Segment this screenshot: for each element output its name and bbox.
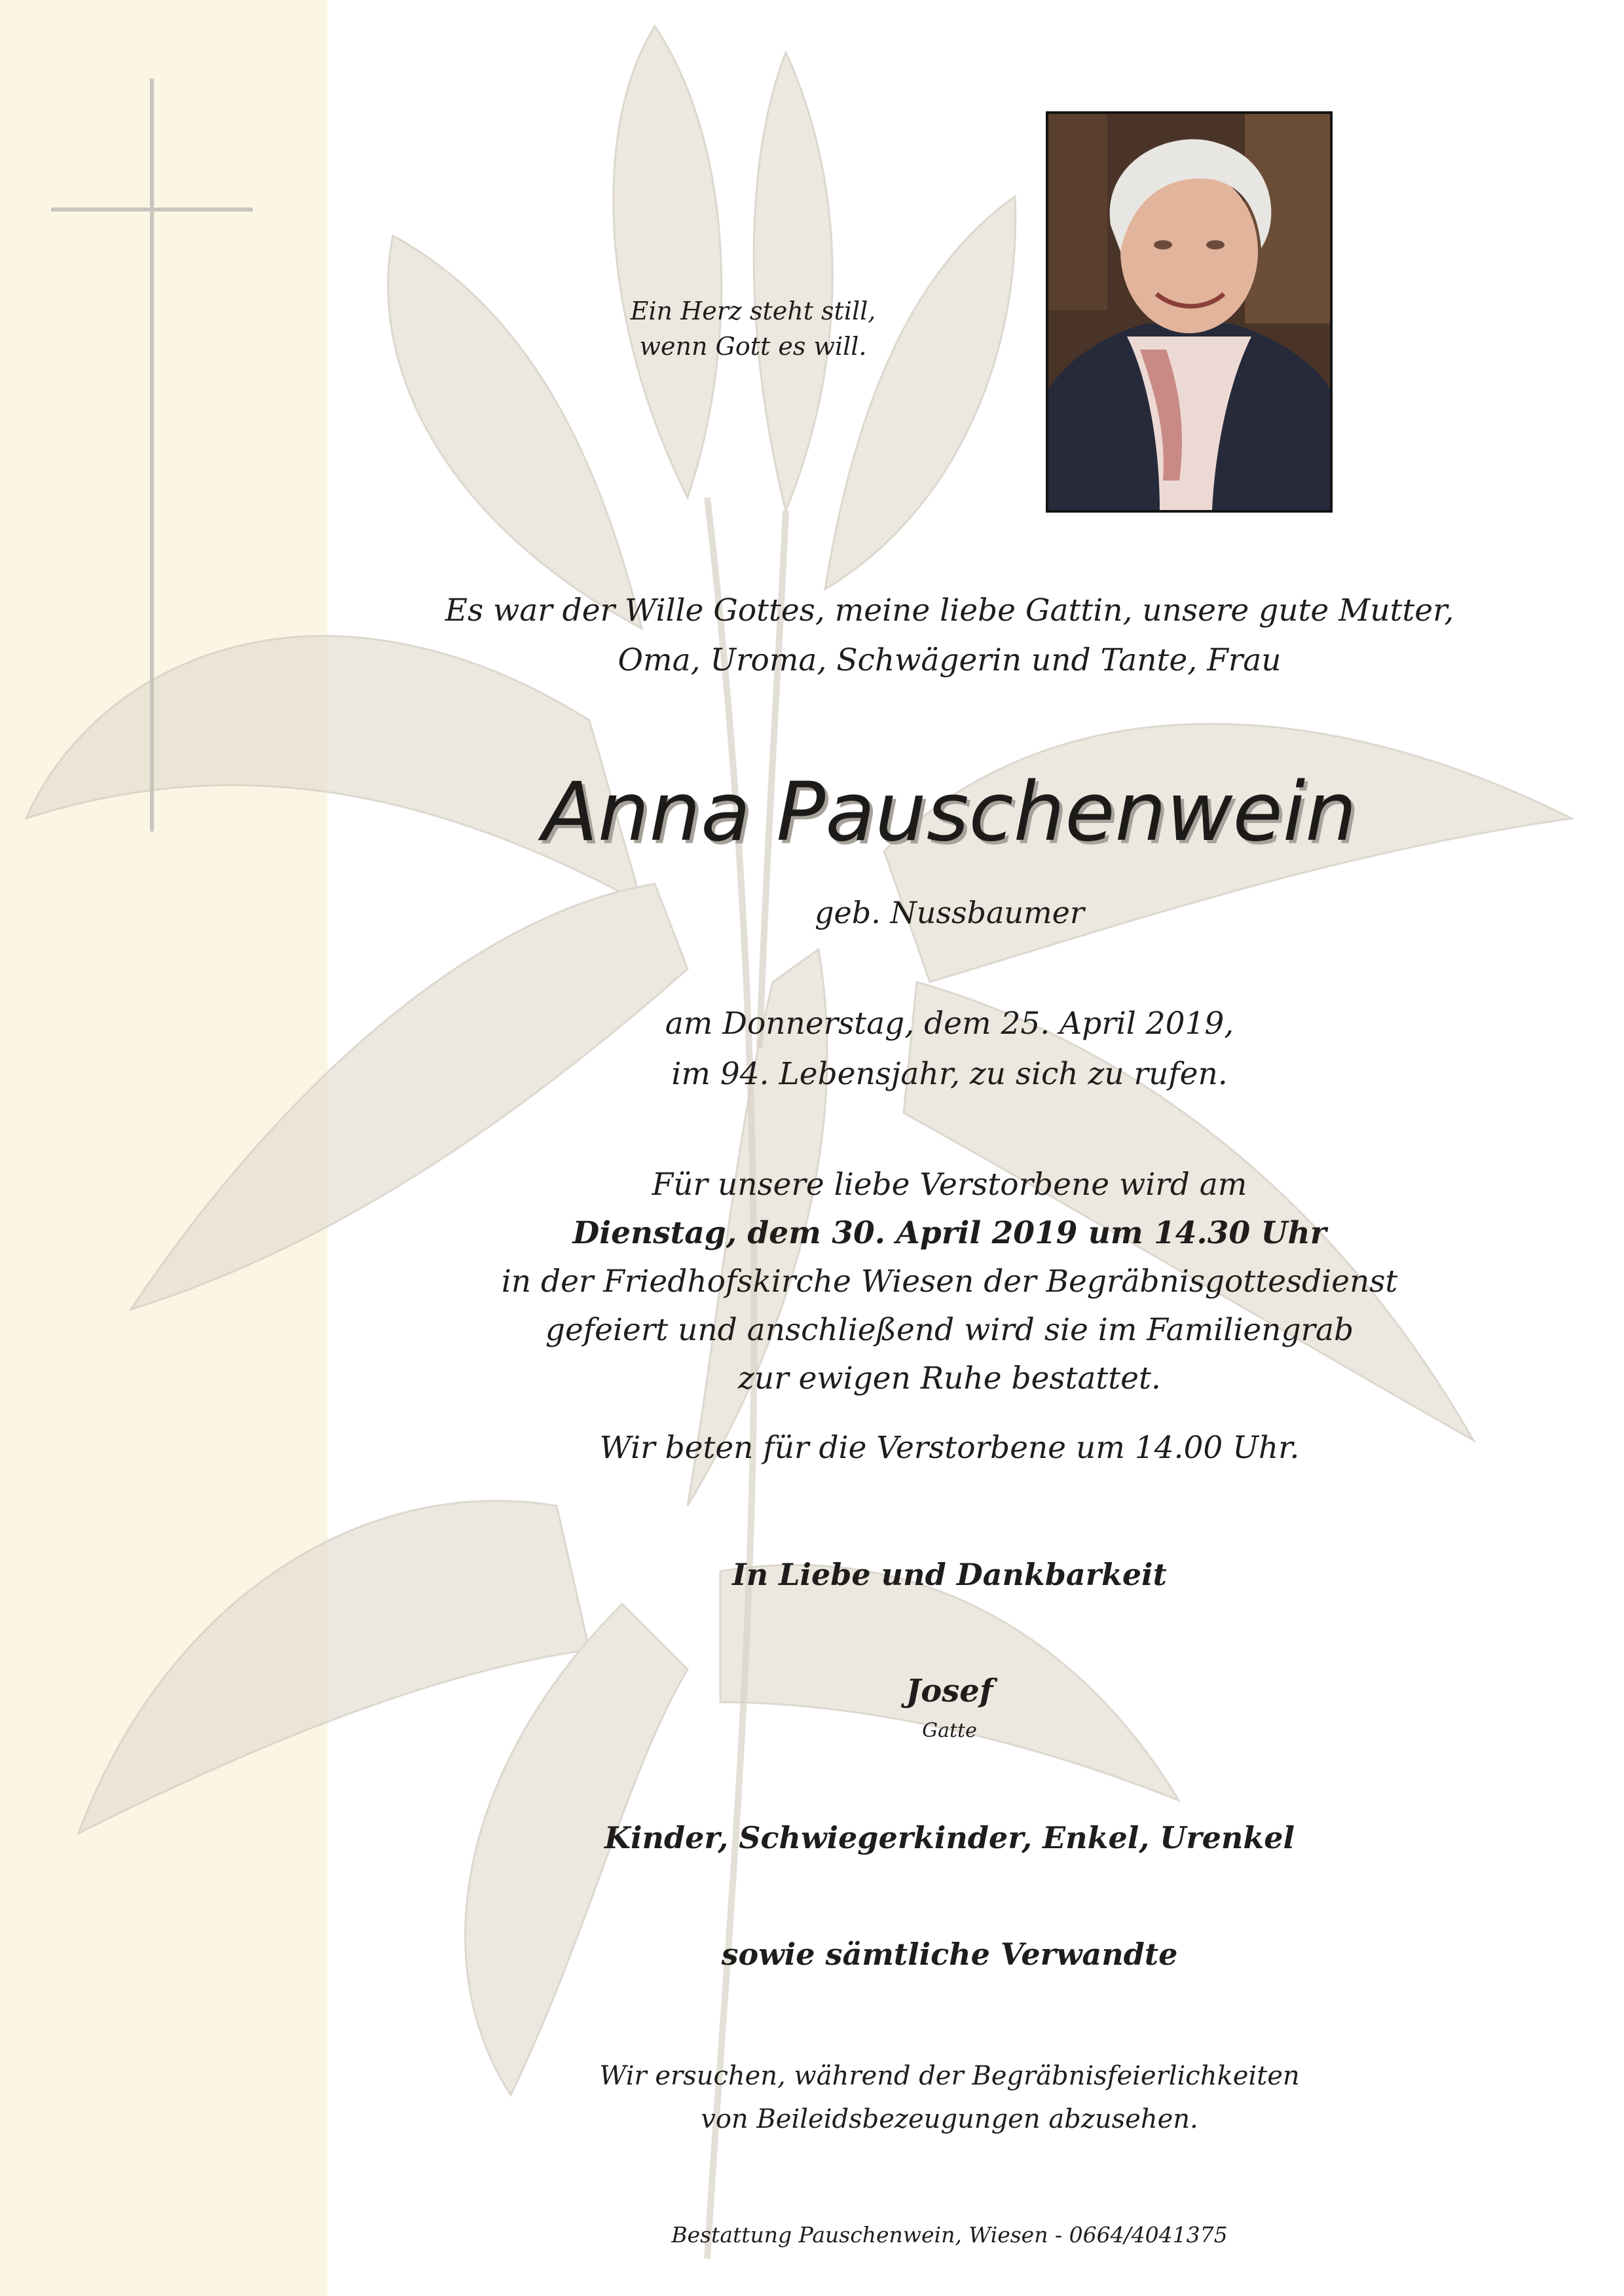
funeral-line: zur ewigen Ruhe bestattet.: [738, 1360, 1161, 1396]
funeral-line: in der Friedhofskirche Wiesen der Begräbnisgottesdienst: [501, 1264, 1398, 1300]
death-date-text: [367, 998, 1532, 1099]
family-members: Kinder, Schwiegerkinder, Enkel, Urenkel: [604, 1820, 1295, 1855]
deceased-name: Anna Pauschenwein: [542, 765, 1357, 860]
request-line: Wir ersuchen, während der Begräbnisfeierlichkeiten: [599, 2061, 1300, 2091]
funeral-home-footer: Bestattung Pauschenwein, Wiesen - 0664/4041375: [671, 2222, 1228, 2248]
death-line: im 94. Lebensjahr, zu sich zu rufen.: [671, 1056, 1228, 1092]
request-line: von Beileidsbezeugungen abzusehen.: [701, 2104, 1198, 2134]
condolence-request: [432, 2054, 1467, 2141]
spouse-role: Gatte: [922, 1719, 977, 1742]
closing-line: In Liebe und Dankbarkeit: [732, 1557, 1167, 1592]
maiden-name: geb. Nussbaumer: [815, 895, 1084, 930]
intro-line: Es war der Wille Gottes, meine liebe Gattin, unsere gute Mutter,: [445, 592, 1454, 629]
intro-line: Oma, Uroma, Schwägerin und Tante, Frau: [618, 642, 1282, 678]
funeral-datetime: Dienstag, dem 30. April 2019 um 14.30 Uhr: [572, 1215, 1327, 1251]
spouse-name: Josef: [906, 1673, 993, 1709]
quote-line: wenn Gott es will.: [639, 332, 867, 361]
cross-icon: [150, 79, 154, 831]
death-line: am Donnerstag, dem 25. April 2019,: [665, 1006, 1234, 1042]
relatives-line: sowie sämtliche Verwandte: [721, 1937, 1178, 1972]
quote-text: [589, 293, 917, 364]
prayer-time: Wir beten für die Verstorbene um 14.00 Uhr.: [599, 1430, 1300, 1466]
funeral-details: [367, 1161, 1532, 1403]
funeral-line: Für unsere liebe Verstorbene wird am: [652, 1167, 1247, 1203]
funeral-line: gefeiert und anschließend wird sie im Familiengrab: [545, 1312, 1354, 1348]
portrait-photo: [1046, 111, 1333, 513]
quote-line: Ein Herz steht still,: [630, 297, 876, 325]
cross-icon-crossbar: [51, 208, 253, 211]
intro-text: [367, 586, 1532, 685]
